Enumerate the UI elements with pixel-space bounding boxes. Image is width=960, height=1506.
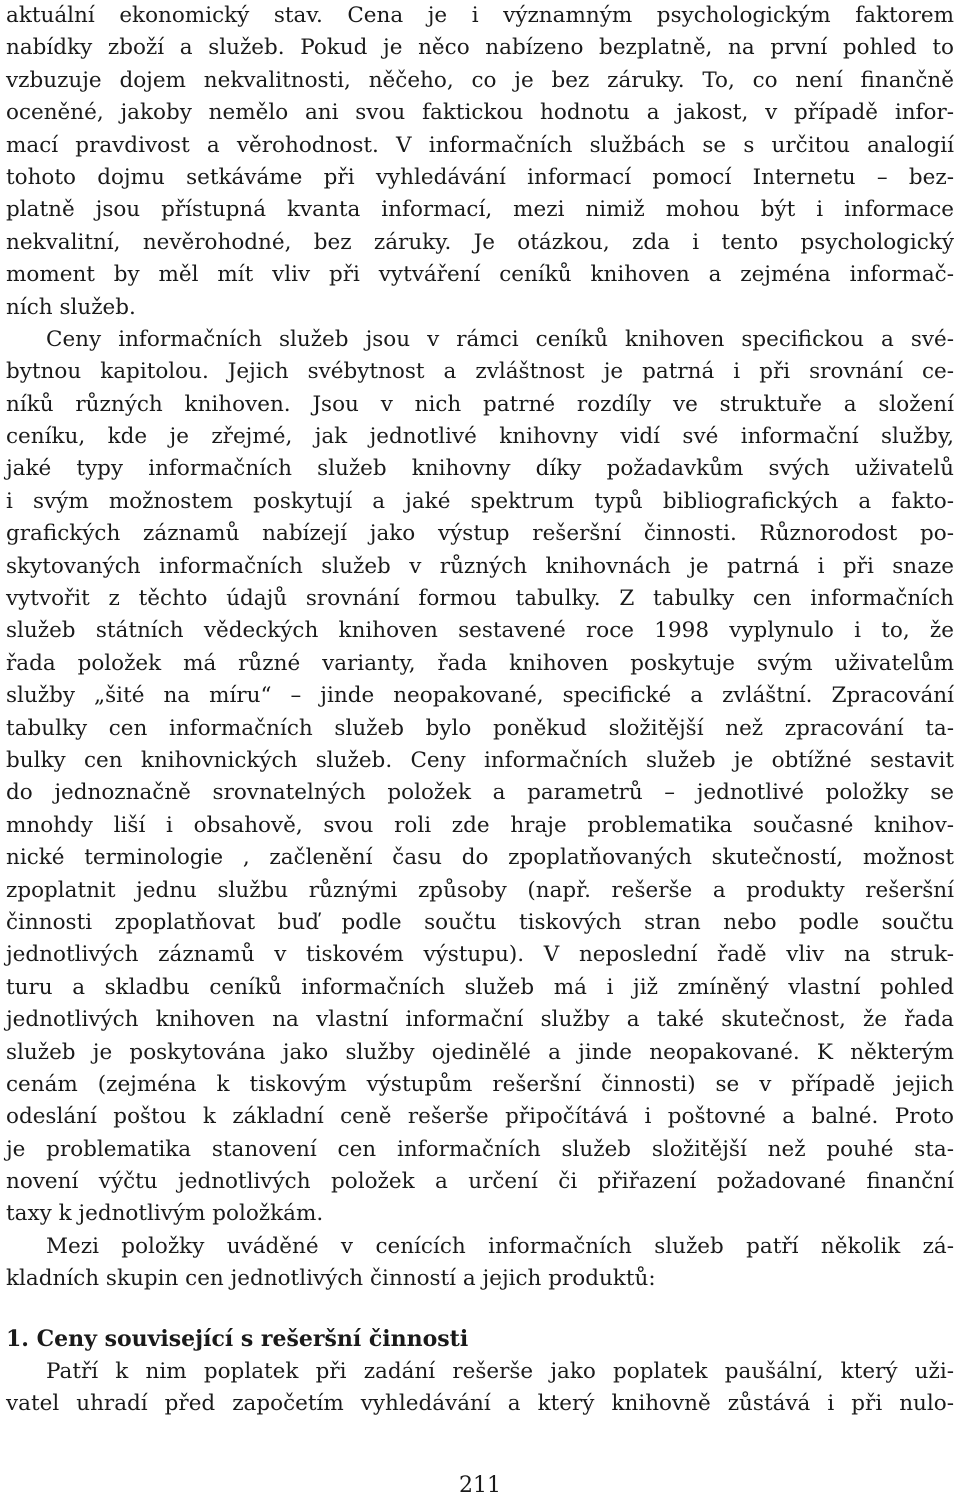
section-heading: 1. Ceny související s rešeršní činnosti [6, 1325, 469, 1352]
text-line: mnohdy liší i obsahově, svou roli zde hraje problematika současné knihov- [6, 812, 954, 838]
document-page [6, 0, 954, 1420]
text-line: služby „šité na míru“ – jinde neopakované, specifické a zvláštní. Zpracování [6, 683, 954, 709]
text-line: nabídky zboží a služeb. Pokud je něco nabízeno bezplatně, na první pohled to [6, 35, 954, 61]
text-line: činnosti zpoplatňovat buď podle součtu tiskových stran nebo podle součtu [6, 909, 954, 935]
text-line: skytovaných informačních služeb v různých knihovnách je patrná i při snaze [6, 553, 954, 579]
text-line: cenám (zejména k tiskovým výstupům rešeršní činnosti) se v případě jejich [6, 1071, 954, 1097]
text-line: bulky cen knihovnických služeb. Ceny informačních služeb je obtížné sestavit [6, 747, 954, 773]
text-line: ních služeb. [6, 294, 136, 320]
text-line: nekvalitní, nevěrohodné, bez záruky. Je otázkou, zda i tento psychologický [6, 229, 954, 255]
text-line: tabulky cen informačních služeb bylo poněkud složitější než zpracování ta- [6, 715, 954, 741]
text-line: Patří k nim poplatek při zadání rešerše jako poplatek paušální, který uži- [46, 1358, 954, 1384]
text-line: vzbuzuje dojem nekvalitnosti, něčeho, co je bez záruky. To, co není finančně [6, 67, 954, 93]
paragraph-intro [6, 0, 954, 324]
text-line: i svým možnostem poskytují a jaké spektrum typů bibliografických a fakto- [6, 488, 954, 514]
text-line: Ceny informačních služeb jsou v rámci ceníků knihoven specifickou a své- [46, 326, 954, 352]
text-line: řada položek má různé varianty, řada knihoven poskytuje svým uživatelům [6, 650, 954, 676]
text-line: ceníku, kde je zřejmé, jak jednotlivé knihovny vidí své informační služby, [6, 424, 954, 450]
text-line: tohoto dojmu setkáváme při vyhledávání informací pomocí Internetu – bez- [6, 164, 954, 190]
text-line: jednotlivých záznamů v tiskovém výstupu). V neposlední řadě vliv na struk- [6, 942, 954, 968]
text-line: je problematika stanovení cen informačních služeb složitější než pouhé sta- [6, 1136, 954, 1162]
text-line: jaké typy informačních služeb knihovny díky požadavkům svých uživatelů [6, 456, 954, 482]
text-line: oceněné, jakoby nemělo ani svou faktickou hodnotu a jakost, v případě infor- [6, 100, 954, 126]
text-line: turu a skladbu ceníků informačních služeb má i již zmíněný vlastní pohled [6, 974, 954, 1000]
text-line: bytnou kapitolou. Jejich svébytnost a zvláštnost je patrná i při srovnání ce- [6, 359, 954, 385]
section-gap [6, 1296, 954, 1316]
text-line: služeb je poskytována jako služby ojedinělé a jinde neopakované. K některým [6, 1039, 954, 1065]
text-line: kladních skupin cen jednotlivých činností a jejich produktů: [6, 1266, 656, 1292]
page-number: 211 [459, 1473, 501, 1498]
text-line: jednotlivých knihoven na vlastní informační služby a také skutečnost, že řada [6, 1007, 954, 1033]
text-line: grafických záznamů nabízejí jako výstup rešeršní činnosti. Různorodost po- [6, 521, 954, 547]
paragraph-prices [6, 324, 954, 1231]
text-line: vatel uhradí před započetím vyhledávání a který knihovně zůstává i při nulo- [6, 1391, 954, 1417]
text-line: odeslání poštou k základní ceně rešerše připočítává i poštovné a balné. Proto [6, 1104, 954, 1130]
text-line: platně jsou přístupná kvanta informací, mezi nimiž mohou být i informace [6, 197, 954, 223]
text-line: níků různých knihoven. Jsou v nich patrné rozdíly ve struktuře a složení [6, 391, 954, 417]
paragraph-section-1 [6, 1356, 954, 1421]
text-line: do jednoznačně srovnatelných položek a parametrů – jednotlivé položky se [6, 780, 954, 806]
text-line: mací pravdivost a věrohodnost. V informačních službách se s určitou analogií [6, 132, 954, 158]
text-line: Mezi položky uváděné v cenících informačních služeb patří několik zá- [46, 1233, 954, 1259]
text-line: zpoplatnit jednu službu různými způsoby (např. rešerše a produkty rešeršní [6, 877, 954, 903]
text-line: nické terminologie , začlenění času do zpoplatňovaných skutečností, možnost [6, 845, 954, 871]
text-line: moment by měl mít vliv při vytváření ceníků knihoven a zejména informač- [6, 262, 954, 288]
text-line: vytvořit z těchto údajů srovnání formou tabulky. Z tabulky cen informačních [6, 586, 954, 612]
paragraph-groups [6, 1231, 954, 1296]
text-line: aktuální ekonomický stav. Cena je i významným psychologickým faktorem [6, 3, 954, 28]
text-line: novení výčtu jednotlivých položek a určení či přiřazení požadované finanční [6, 1169, 954, 1195]
text-line: služeb státních vědeckých knihoven sestavené roce 1998 vyplynulo i to, že [6, 618, 954, 644]
text-line: taxy k jednotlivým položkám. [6, 1201, 324, 1227]
